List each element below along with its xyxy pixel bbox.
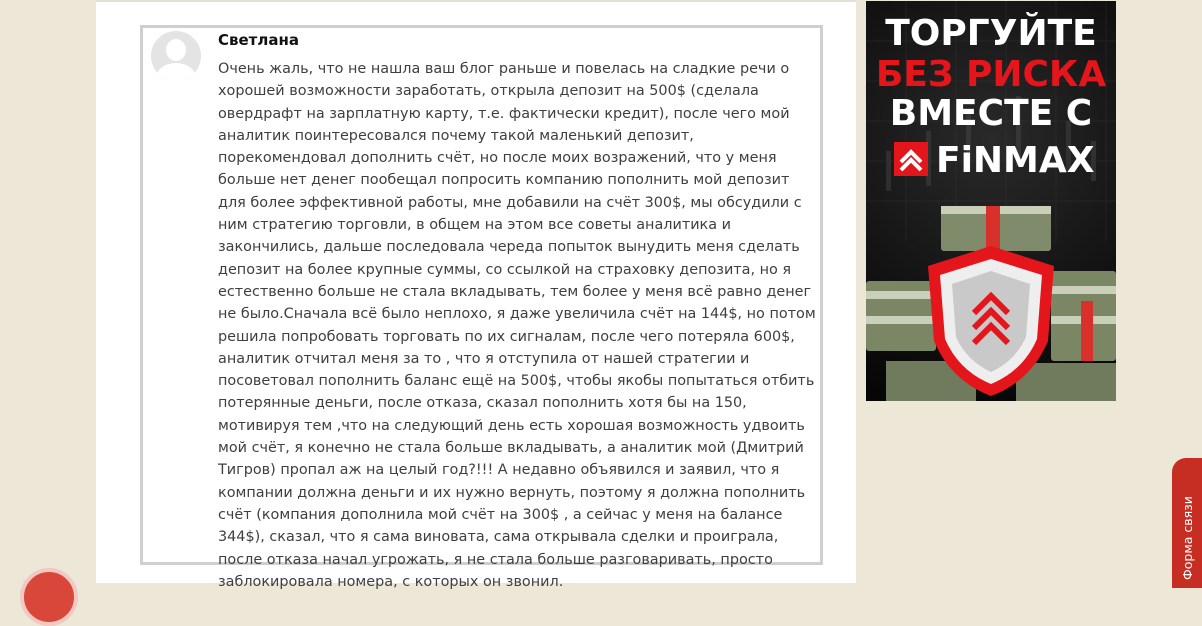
finmax-ad-banner[interactable] (866, 1, 1116, 401)
avatar-icon (151, 31, 201, 81)
contact-form-tab[interactable] (1172, 458, 1202, 588)
ad-brand (894, 140, 1104, 180)
avatar-shoulders (156, 63, 196, 81)
ad-line-1: ТОРГУЙТЕ (885, 13, 1097, 54)
comment-text: Очень жаль, что не нашла ваш блог раньше и повелась на сладкие речи о хорошей возможности заработать, открыла депозит на 500$ (сделала овердрафт на зарплатную карту, т.е. фактически кредит), после чего мой аналитик поинтересовался почему такой маленький депозит, порекомендовал дополнить счёт, но после моих возражений, что у меня больше нет денег пообещал попросить компанию пополнить мой депозит для более эффективной работы, мне добавили на счёт 300$, мы обсудили с ним стратегию торговли, в общем на этом все советы аналитика и закончились, дальше последовала череда попыток вынудить меня сделать депозит на более крупные суммы, со ссылкой на страховку депозита, но я естественно больше не стала вкладывать, тем более у меня всё равно денег не было.Сначала всё было неплохо, я даже увеличила счёт на 144$, но потом решила попробовать торговать по их сигналам, после чего потеряла 600$, аналитик отчитал меня за то , что я отступила от нашей стратегии и посоветовал пополнить баланс ещё на 500$, чтобы якобы попытаться отбить потерянные деньги, после отказа, сказал пополнить хотя бы на 150, мотивируя тем ,что на следующий день есть хорошая возможность удвоить мой счёт, я конечно не стала больше вкладывать, а аналитик мой (Дмитрий Тигров) пропал аж на целый год?!!! А недавно объявился и заявил, что я компании должна деньги и их нужно вернуть, поэтому я должна пополнить счёт (компания дополнила мой счёт на 300$ , а сейчас у меня на балансе 344$), сказал, что я сама виновата, сама открывала сделки и проиграла, после отказа начал угрожать, я не стала больше разговаривать, просто заблокировала номера, с которых он звонил. (218, 61, 816, 590)
comment-author: Светлана (218, 31, 299, 49)
ad-brand-name: FiNMAX (936, 140, 1095, 181)
comment-card (140, 25, 823, 590)
avatar-head (166, 39, 186, 61)
chat-bubble-icon[interactable] (20, 568, 78, 626)
money-shield-illustration (866, 191, 1116, 401)
ad-line-2: БЕЗ РИСКА (875, 54, 1107, 95)
finmax-logo-icon (894, 142, 928, 176)
contact-form-tab-label: Форма связи (1180, 496, 1195, 580)
content-column (96, 0, 856, 590)
top-divider (96, 0, 856, 2)
ad-line-3: ВМЕСТЕ С (889, 93, 1093, 134)
